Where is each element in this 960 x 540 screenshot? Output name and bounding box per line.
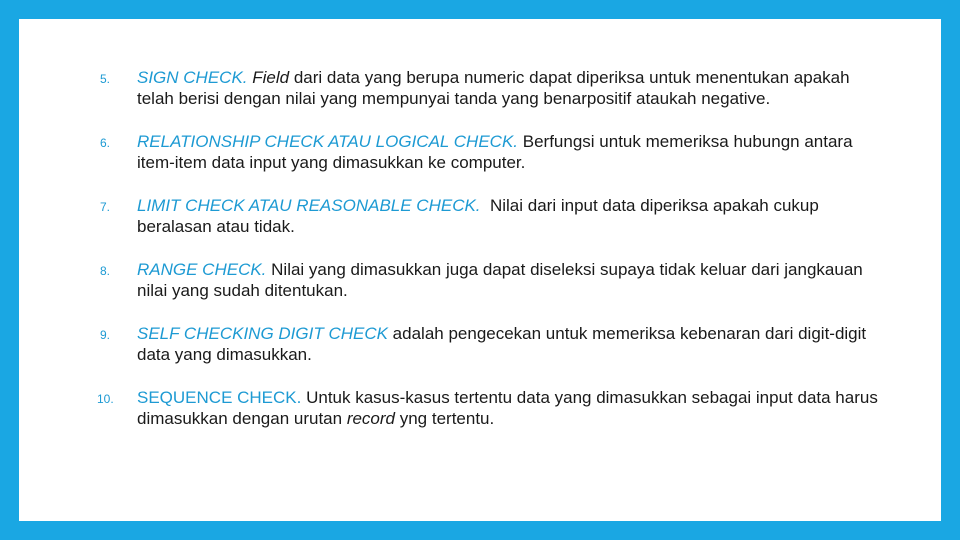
item-heading: SEQUENCE CHECK. <box>137 388 302 407</box>
item-number: 9. <box>100 328 111 342</box>
item-heading: SELF CHECKING DIGIT CHECK <box>137 324 388 343</box>
item-text: Nilai yang dimasukkan juga dapat diseleksi supaya tidak keluar dari jangkauan nilai yang sudah ditentukan. <box>137 260 863 300</box>
item-text-after: yng tertentu. <box>395 409 495 428</box>
item-text: dari data yang berupa numeric dapat diperiksa untuk menentukan apakah telah berisi dengan nilai yang mempunyai tanda yang benarpositif ataukah negative. <box>137 68 850 108</box>
item-number: 6. <box>100 136 111 150</box>
item-text: Untuk kasus-kasus tertentu data yang dimasukkan sebagai input data harus dimasukkan dengan urutan <box>137 388 878 428</box>
list-item <box>19 259 941 301</box>
item-heading: SIGN CHECK. <box>137 68 248 87</box>
item-text: Nilai dari input data diperiksa apakah cukup beralasan atau tidak. <box>137 196 824 236</box>
item-term: Field <box>252 68 290 87</box>
list-item <box>19 131 941 173</box>
item-text: adalah pengecekan untuk memeriksa kebenaran dari digit-digit data yang dimasukkan. <box>137 324 867 364</box>
list-item <box>19 323 941 365</box>
item-number: 8. <box>100 264 111 278</box>
item-heading: RANGE CHECK. <box>137 260 267 279</box>
item-number: 7. <box>100 200 111 214</box>
list-item <box>19 67 941 109</box>
item-number: 10. <box>97 392 114 406</box>
item-heading: LIMIT CHECK ATAU REASONABLE CHECK. <box>137 196 481 215</box>
item-heading: RELATIONSHIP CHECK ATAU LOGICAL CHECK. <box>137 132 519 151</box>
item-text: Berfungsi untuk memeriksa hubungn antara item-item data input yang dimasukkan ke computer. <box>137 132 853 172</box>
check-list <box>19 67 941 451</box>
item-term: record <box>346 409 395 428</box>
content-panel <box>19 19 941 521</box>
list-item <box>19 387 941 429</box>
list-item <box>19 195 941 237</box>
item-number: 5. <box>100 72 111 86</box>
